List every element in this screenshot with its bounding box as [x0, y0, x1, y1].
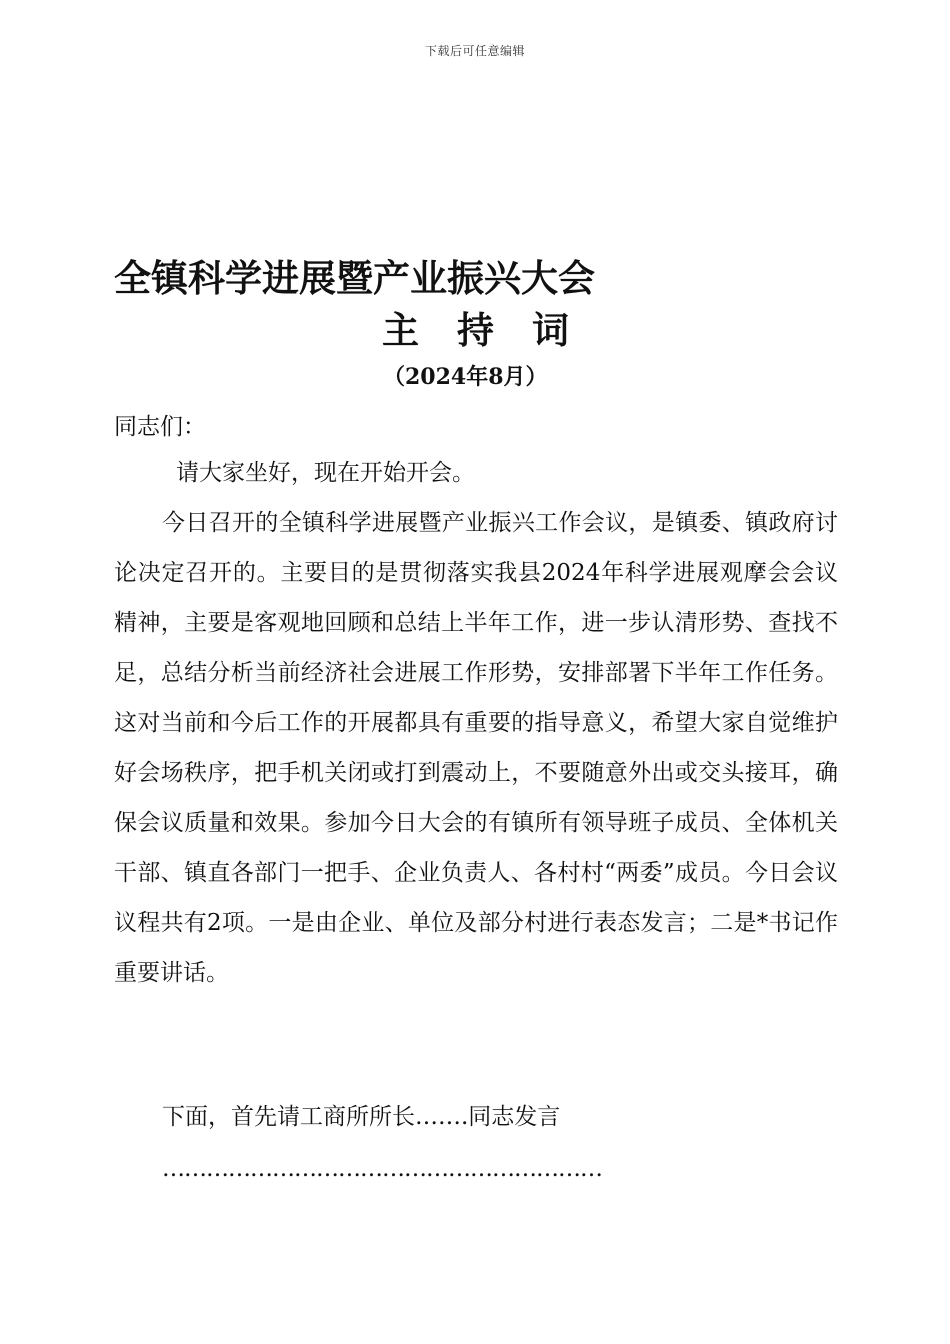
document-subtitle: 主持词: [382, 309, 607, 352]
paragraph-opening: 请大家坐好，现在开始开会。: [176, 460, 475, 486]
paragraph-first-speaker: 下面，首先请工商所所长…….同志发言: [162, 1104, 561, 1130]
salutation: 同志们：: [114, 414, 206, 440]
dotted-line: ……………………………………………………: [162, 1156, 602, 1182]
document-date: （2024年8月）: [383, 364, 548, 390]
download-note: 下载后可任意编辑: [424, 44, 525, 58]
document-title: 全镇科学进展暨产业振兴大会: [114, 257, 595, 300]
paragraph-purpose: 今日召开的全镇科学进展暨产业振兴工作会议，是镇委、镇政府讨论决定召开的。主要目的是贯彻落实我县2024年科学进展观摩会会议精神，主要是客观地回顾和总结上半年工作，进一步认清形势、查找不足，总结分析当前经济社会进展工作形势，安排部署下半年工作任务。这对当前和今后工作的开展都具有重要的指导意义，希望大家自觉维护好会场秩序，把手机关闭或打到震动上，不要随意外出或交头接耳，确保会议质量和效果。参加今日大会的有镇所有领导班子成员、全体机关干部、镇直各部门一把手、企业负责人、各村村“两委”成员。今日会议议程共有2项。一是由企业、单位及部分村进行表态发言；二是*书记作重要讲话。: [114, 510, 838, 986]
